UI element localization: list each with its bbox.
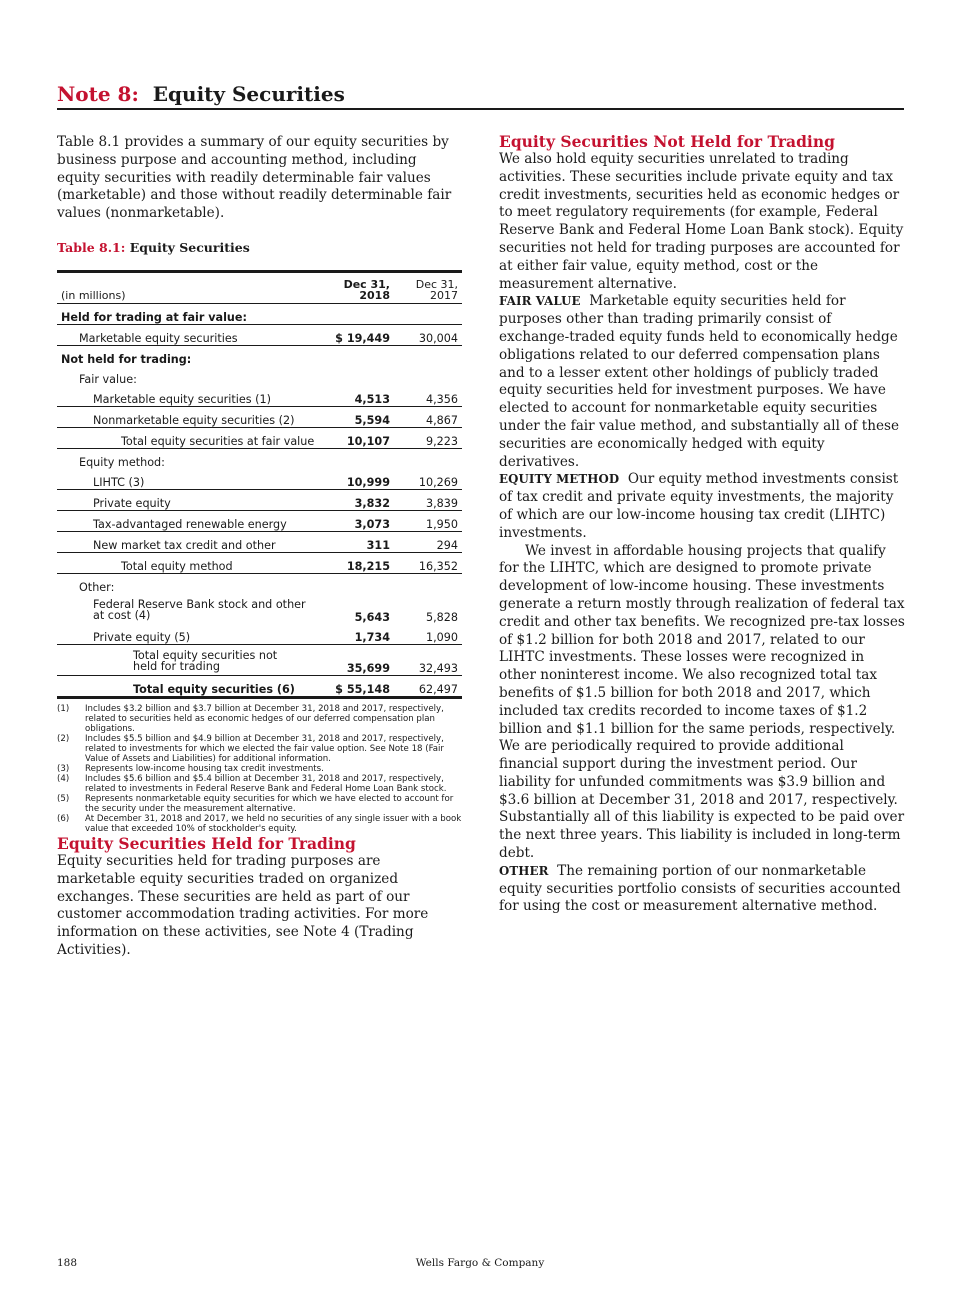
row-label: Private equity — [57, 489, 318, 510]
company-name: Wells Fargo & Company — [415, 1257, 545, 1269]
table-name: Equity Securities — [129, 239, 250, 255]
other-body: The remaining portion of our nonmarketable equity securities portfolio consists of securities accounted for using the cost or measurement alternative method. — [499, 862, 901, 915]
row-label: Marketable equity securities (1) — [57, 386, 318, 407]
equity-method-label: EQUITY METHOD — [499, 472, 620, 487]
col-2018-header: Dec 31, 2018 — [318, 271, 394, 303]
footnote-text: At December 31, 2018 and 2017, we held no securities of any single issuer with a book value that exceeded 10% of stockholder's equity. — [85, 813, 462, 834]
held-for-trading-heading: Equity Securities Held for Trading — [57, 833, 356, 853]
value-2017: 30,004 — [394, 324, 462, 345]
row-label: LIHTC (3) — [57, 469, 318, 490]
value-2018: 18,215 — [318, 552, 394, 573]
footnote-key: (6) — [57, 813, 70, 824]
value-2017: 1,090 — [394, 624, 462, 645]
row-label: Total equity securities (6) — [57, 675, 318, 697]
footnote-key: (2) — [57, 733, 70, 744]
table-row-subtotal — [57, 552, 462, 573]
value-2018: $ 55,148 — [318, 675, 394, 697]
value-2017: 1,950 — [394, 510, 462, 531]
held-for-trading-body: Equity securities held for trading purposes are marketable equity securities traded on organized exchanges. These securities are held as part of our customer accommodation trading activities. For more information on these activities, see Note 4 (Trading Activities). — [57, 852, 429, 958]
footnote-text: Represents low-income housing tax credit investments. — [85, 763, 324, 774]
table-label: Table 8.1: — [57, 239, 126, 255]
footnote-key: (1) — [57, 703, 70, 714]
table-row — [57, 345, 462, 366]
table-row — [57, 366, 462, 386]
value-2017: 62,497 — [394, 675, 462, 697]
value-2017: 32,493 — [418, 661, 458, 675]
table-row-total — [57, 675, 462, 697]
value-2018: 35,699 — [346, 661, 390, 675]
value-2017: 294 — [394, 531, 462, 552]
footnote-text: Includes $3.2 billion and $3.7 billion at December 31, 2018 and 2017, respectively, related to securities held as economic hedges of our deferred compensation plan obligations. — [85, 703, 444, 734]
footnote — [57, 814, 463, 834]
table-row — [57, 406, 462, 427]
footnote-key: (3) — [57, 763, 70, 774]
table-row — [57, 489, 462, 510]
value-2018: 311 — [318, 531, 394, 552]
row-label: Held for trading at fair value: — [57, 303, 318, 324]
table-row — [57, 303, 462, 324]
fair-value-paragraph — [499, 293, 905, 471]
footnote-text: Represents nonmarketable equity securities for which we have elected to account for the security under the measurement alternative. — [85, 793, 454, 814]
fair-value-label: FAIR VALUE — [499, 294, 581, 309]
intro-paragraph: Table 8.1 provides a summary of our equity securities by business purpose and accounting method, including equity securities with readily determinable fair values (marketable) and those without readily determinable fair values (nonmarketable). — [57, 134, 452, 222]
other-label: OTHER — [499, 863, 549, 878]
value-2018: 1,734 — [318, 624, 394, 645]
row-label: Fair value: — [79, 372, 137, 386]
equity-method-body: Our equity method investments consist of tax credit and private equity investments, the majority of which are our low-income housing tax credit (LIHTC) investments. — [499, 471, 899, 541]
row-label: Federal Reserve Bank stock and other at cost (4) — [93, 597, 306, 623]
note-heading — [57, 82, 904, 110]
footnote — [57, 704, 463, 734]
table-row — [57, 469, 462, 490]
value-2017: 4,867 — [394, 406, 462, 427]
table-row — [57, 531, 462, 552]
footnote-text: Includes $5.6 billion and $5.4 billion at December 31, 2018 and 2017, respectively, related to investments in Federal Reserve Bank and Federal Home Loan Bank stock. — [85, 773, 447, 794]
row-label: Private equity (5) — [57, 624, 318, 645]
row-label: Nonmarketable equity securities (2) — [57, 406, 318, 427]
value-2017: 4,356 — [394, 386, 462, 407]
row-label: Marketable equity securities — [57, 324, 318, 345]
not-held-for-trading-body: We also hold equity securities unrelated to trading activities. These securities include private equity and tax credit investments, securities held as economic hedges or to meet regulatory requirements (for example, Federal Reserve Bank and Federal Home Loan Bank stock). Equity securities not held for trading purposes are accounted for at either fair value, equity method, cost or the measurement alternative. — [499, 151, 904, 292]
row-label: Total equity method — [57, 552, 318, 573]
footnote-key: (5) — [57, 793, 70, 804]
footnote — [57, 734, 463, 764]
other-paragraph — [499, 863, 905, 916]
table-row — [57, 510, 462, 531]
units-header: (in millions) — [57, 271, 318, 303]
footnote — [57, 794, 463, 814]
row-label: Total equity securities at fair value — [57, 427, 318, 448]
table-row — [57, 573, 462, 594]
table-row-subtotal — [57, 427, 462, 448]
row-label: New market tax credit and other — [57, 531, 318, 552]
row-label: Equity method: — [79, 455, 165, 469]
value-2017: 3,839 — [394, 489, 462, 510]
value-2018: 10,107 — [318, 427, 394, 448]
value-2017: 9,223 — [394, 427, 462, 448]
equity-securities-table — [57, 270, 462, 699]
footnote — [57, 764, 463, 774]
table-row — [57, 624, 462, 645]
table-title — [57, 240, 463, 255]
right-column — [499, 132, 905, 916]
equity-method-paragraph — [499, 471, 905, 542]
row-label: Tax-advantaged renewable energy — [57, 510, 318, 531]
value-2018: 10,999 — [318, 469, 394, 490]
footnote-key: (4) — [57, 773, 70, 784]
col-2017-header: Dec 31, 2017 — [394, 271, 462, 303]
row-label: Other: — [79, 580, 115, 594]
lihtc-paragraph: We invest in affordable housing projects that qualify for the LIHTC, which are designed to promote private development of low-income housing. These investments generate a return mostly through realization of federal tax credit and other tax benefits. We recognized pre-tax losses of $1.2 billion for both 2018 and 2017, related to our LIHTC investments. These losses were recognized in other noninterest income. We also recognized total tax benefits of $1.5 billion for both 2018 and 2017, which included tax credits recorded to income taxes of $1.2 billion and $1.1 billion for the same periods, respectively. We are periodically required to provide additional financial support during the investment period. Our liability for unfunded commitments was $3.9 billion and $3.6 billion at December 31, 2018 and 2017, respectively. Substantially all of this liability is expected to be paid over the next three years. This liability is included in long-term debt. — [499, 542, 905, 862]
value-2018: 3,832 — [318, 489, 394, 510]
not-held-for-trading-heading: Equity Securities Not Held for Trading — [499, 132, 835, 151]
fair-value-body: Marketable equity securities held for purposes other than trading primarily consist of exchange-traded equity funds held to economically hedge obligations related to our deferred compensation plans and to a lesser extent other holdings of publicly traded equity securities held for investment purposes. We have elected to account for nonmarketable equity securities under the fair value method, and substantially all of these securities are economically hedged with equity derivatives. — [499, 293, 900, 470]
value-2018: 5,594 — [318, 406, 394, 427]
table-header-row — [57, 271, 462, 303]
row-label: Total equity securities not held for trading — [133, 648, 278, 674]
table-row — [57, 594, 462, 624]
value-2018: $ 19,449 — [318, 324, 394, 345]
value-2017: 16,352 — [394, 552, 462, 573]
table-row — [57, 448, 462, 469]
value-2018: 4,513 — [318, 386, 394, 407]
footnote-text: Includes $5.5 billion and $4.9 billion at December 31, 2018 and 2017, respectively, related to investments for which we elected the fair value option. See Note 18 (Fair Value of Assets and Liabilities) for additional information. — [85, 733, 444, 764]
note-title: Equity Securities — [152, 82, 345, 106]
left-column — [57, 134, 463, 960]
table-row — [57, 386, 462, 407]
value-2018: 5,643 — [354, 610, 390, 624]
value-2018: 3,073 — [318, 510, 394, 531]
value-2017: 5,828 — [425, 610, 458, 624]
page-number: 188 — [57, 1257, 78, 1269]
table-row — [57, 324, 462, 345]
note-number: Note 8: — [57, 82, 139, 106]
row-label: Not held for trading: — [61, 352, 192, 366]
table-footnotes — [57, 704, 463, 834]
value-2017: 10,269 — [394, 469, 462, 490]
table-row-subtotal — [57, 644, 462, 675]
footnote — [57, 774, 463, 794]
